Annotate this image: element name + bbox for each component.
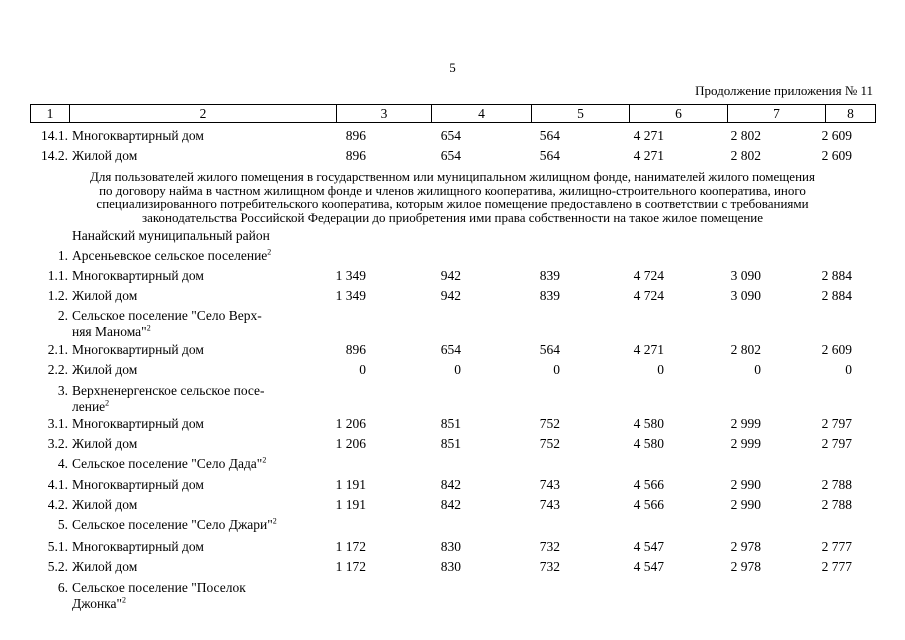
row-name [72, 539, 302, 555]
value-cell-col-7: 3 090 [730, 268, 761, 283]
value-cell-col-8: 2 884 [821, 288, 852, 303]
row-name [72, 456, 302, 472]
value-cell-col-7: 2 802 [730, 342, 761, 357]
row-name [72, 517, 302, 533]
row-name [72, 128, 302, 144]
value-cell-col-8: 2 797 [821, 416, 852, 431]
value-cell-col-8: 2 609 [821, 128, 852, 143]
value-cell-col-8: 2 609 [821, 342, 852, 357]
value-cell-col-6: 4 724 [633, 288, 664, 303]
value-cell-col-5: 752 [539, 416, 560, 431]
row-number: 1. [57, 248, 68, 263]
row-name [72, 248, 302, 264]
footnote-marker: 2 [146, 323, 151, 333]
row-name-line: Сельское поселение "Село Верх- [72, 308, 262, 323]
row-number: 14.2. [41, 148, 68, 163]
row-name [72, 497, 302, 513]
page-number: 5 [449, 60, 456, 75]
value-cell-col-8: 2 788 [821, 477, 852, 492]
footnote-marker: 2 [262, 455, 267, 465]
value-cell-col-7: 2 802 [730, 148, 761, 163]
value-cell-col-6: 4 580 [633, 416, 664, 431]
value-cell-col-5: 732 [539, 539, 560, 554]
value-cell-col-3: 1 349 [335, 268, 366, 283]
row-number: 2. [57, 308, 68, 323]
row-name-line: Многоквартирный дом [72, 342, 204, 357]
row-number: 1.2. [47, 288, 68, 303]
section-heading [30, 170, 875, 224]
row-name-line: Жилой дом [72, 559, 138, 574]
value-cell-col-4: 842 [440, 477, 461, 492]
value-cell-col-6: 4 566 [633, 497, 664, 512]
value-cell-col-7: 2 999 [730, 436, 761, 451]
value-cell-col-3: 1 172 [335, 559, 366, 574]
row-number: 4.2. [47, 497, 68, 512]
value-cell-col-7: 3 090 [730, 288, 761, 303]
value-cell-col-5: 564 [539, 342, 560, 357]
value-cell-col-8: 2 777 [821, 539, 852, 554]
value-cell-col-5: 564 [539, 148, 560, 163]
row-number: 5. [57, 517, 68, 532]
header-col-1: 1 [31, 105, 70, 123]
row-number: 1.1. [47, 268, 68, 283]
row-number: 3. [57, 383, 68, 398]
row-name-line: Арсеньевское сельское поселение [72, 248, 268, 263]
value-cell-col-6: 4 580 [633, 436, 664, 451]
value-cell-col-7: 0 [754, 362, 761, 377]
value-cell-col-3: 1 206 [335, 416, 366, 431]
section-heading-line: законодательства Российской Федерации до приобретения ими права собственности на такое жилое помещение [141, 209, 764, 225]
value-cell-col-8: 2 884 [821, 268, 852, 283]
row-name [72, 559, 302, 575]
value-cell-col-6: 4 547 [633, 539, 664, 554]
value-cell-col-6: 4 271 [633, 128, 664, 143]
value-cell-col-5: 839 [539, 268, 560, 283]
row-number: 3.2. [47, 436, 68, 451]
value-cell-col-3: 0 [359, 362, 366, 377]
value-cell-col-4: 830 [440, 559, 461, 574]
header-col-3: 3 [337, 105, 432, 123]
row-name [72, 148, 302, 164]
row-name-line: Сельское поселение "Село Дада" [72, 456, 263, 471]
row-number: 5.1. [47, 539, 68, 554]
row-name-line: няя Манома" [72, 324, 147, 339]
footnote-marker: 2 [122, 595, 127, 605]
value-cell-col-6: 0 [657, 362, 664, 377]
row-name-line: Многоквартирный дом [72, 539, 204, 554]
row-name-line: Жилой дом [72, 148, 138, 163]
header-col-8: 8 [826, 105, 876, 123]
row-name [72, 268, 302, 284]
header-col-2: 2 [70, 105, 337, 123]
row-name-line: Джонка" [72, 596, 123, 611]
row-name-line: Сельское поселение "Поселок [72, 580, 246, 595]
value-cell-col-7: 2 990 [730, 477, 761, 492]
row-number: 5.2. [47, 559, 68, 574]
value-cell-col-7: 2 802 [730, 128, 761, 143]
value-cell-col-7: 2 990 [730, 497, 761, 512]
value-cell-col-4: 942 [440, 268, 461, 283]
row-name-line: Многоквартирный дом [72, 268, 204, 283]
value-cell-col-4: 0 [454, 362, 461, 377]
value-cell-col-6: 4 271 [633, 342, 664, 357]
value-cell-col-8: 2 797 [821, 436, 852, 451]
footnote-marker: 2 [272, 516, 277, 526]
value-cell-col-6: 4 724 [633, 268, 664, 283]
value-cell-col-3: 1 206 [335, 436, 366, 451]
row-name [72, 383, 302, 415]
value-cell-col-6: 4 566 [633, 477, 664, 492]
value-cell-col-3: 896 [345, 342, 366, 357]
row-name [72, 342, 302, 358]
row-name [72, 477, 302, 493]
header-col-5: 5 [532, 105, 630, 123]
column-number-header [30, 104, 876, 123]
row-name [72, 416, 302, 432]
value-cell-col-3: 896 [345, 148, 366, 163]
value-cell-col-3: 1 172 [335, 539, 366, 554]
row-name-line: Жилой дом [72, 288, 138, 303]
value-cell-col-4: 654 [440, 148, 461, 163]
section-heading-line: Для пользователей жилого помещения в государственном или муниципальном жилищном фонде, нанимателей жилого помещения [90, 169, 815, 184]
section-heading-line: по договору найма в частном жилищном фонде и членов жилищного кооператива, жилищно-строительного кооператива, иного [99, 182, 806, 198]
section-heading-line: специализированного потребительского кооператива, которым жилое помещение предоставлено в соответствии с требованиями [96, 196, 809, 211]
row-number: 6. [57, 580, 68, 595]
row-name [72, 436, 302, 452]
header-col-4: 4 [432, 105, 532, 123]
row-name [72, 288, 302, 304]
value-cell-col-3: 1 191 [335, 477, 366, 492]
row-name-line: Многоквартирный дом [72, 416, 204, 431]
value-cell-col-6: 4 271 [633, 148, 664, 163]
row-name-line: Верхненергенское сельское посе- [72, 383, 265, 398]
value-cell-col-4: 830 [440, 539, 461, 554]
row-number: 14.1. [41, 128, 68, 143]
row-name-line: Многоквартирный дом [72, 477, 204, 492]
row-number: 2.2. [47, 362, 68, 377]
value-cell-col-4: 654 [440, 342, 461, 357]
footnote-marker: 2 [267, 247, 272, 257]
row-name-line: Жилой дом [72, 362, 138, 377]
value-cell-col-8: 0 [845, 362, 852, 377]
appendix-continuation-label: Продолжение приложения № 11 [695, 83, 873, 98]
footnote-marker: 2 [105, 398, 110, 408]
value-cell-col-3: 1 349 [335, 288, 366, 303]
value-cell-col-4: 942 [440, 288, 461, 303]
value-cell-col-8: 2 777 [821, 559, 852, 574]
row-number: 4. [57, 456, 68, 471]
value-cell-col-7: 2 999 [730, 416, 761, 431]
row-name-line: Жилой дом [72, 497, 138, 512]
value-cell-col-7: 2 978 [730, 559, 761, 574]
value-cell-col-4: 654 [440, 128, 461, 143]
value-cell-col-5: 732 [539, 559, 560, 574]
value-cell-col-3: 896 [345, 128, 366, 143]
value-cell-col-4: 851 [440, 436, 461, 451]
value-cell-col-4: 851 [440, 416, 461, 431]
value-cell-col-5: 564 [539, 128, 560, 143]
row-number: 4.1. [47, 477, 68, 492]
header-col-7: 7 [728, 105, 826, 123]
row-name [72, 308, 302, 340]
value-cell-col-3: 1 191 [335, 497, 366, 512]
value-cell-col-5: 743 [539, 497, 560, 512]
row-name [72, 580, 302, 612]
value-cell-col-8: 2 609 [821, 148, 852, 163]
value-cell-col-5: 839 [539, 288, 560, 303]
row-number: 3.1. [47, 416, 68, 431]
value-cell-col-8: 2 788 [821, 497, 852, 512]
row-name-line: Многоквартирный дом [72, 128, 204, 143]
value-cell-col-6: 4 547 [633, 559, 664, 574]
header-col-6: 6 [630, 105, 728, 123]
value-cell-col-7: 2 978 [730, 539, 761, 554]
row-name-line: Сельское поселение "Село Джари" [72, 517, 273, 532]
value-cell-col-4: 842 [440, 497, 461, 512]
row-number: 2.1. [47, 342, 68, 357]
row-name-line: ление [72, 399, 106, 414]
value-cell-col-5: 743 [539, 477, 560, 492]
row-name-line: Жилой дом [72, 436, 138, 451]
row-name [72, 362, 302, 378]
value-cell-col-5: 752 [539, 436, 560, 451]
district-name: Нанайский муниципальный район [72, 228, 270, 243]
value-cell-col-5: 0 [553, 362, 560, 377]
